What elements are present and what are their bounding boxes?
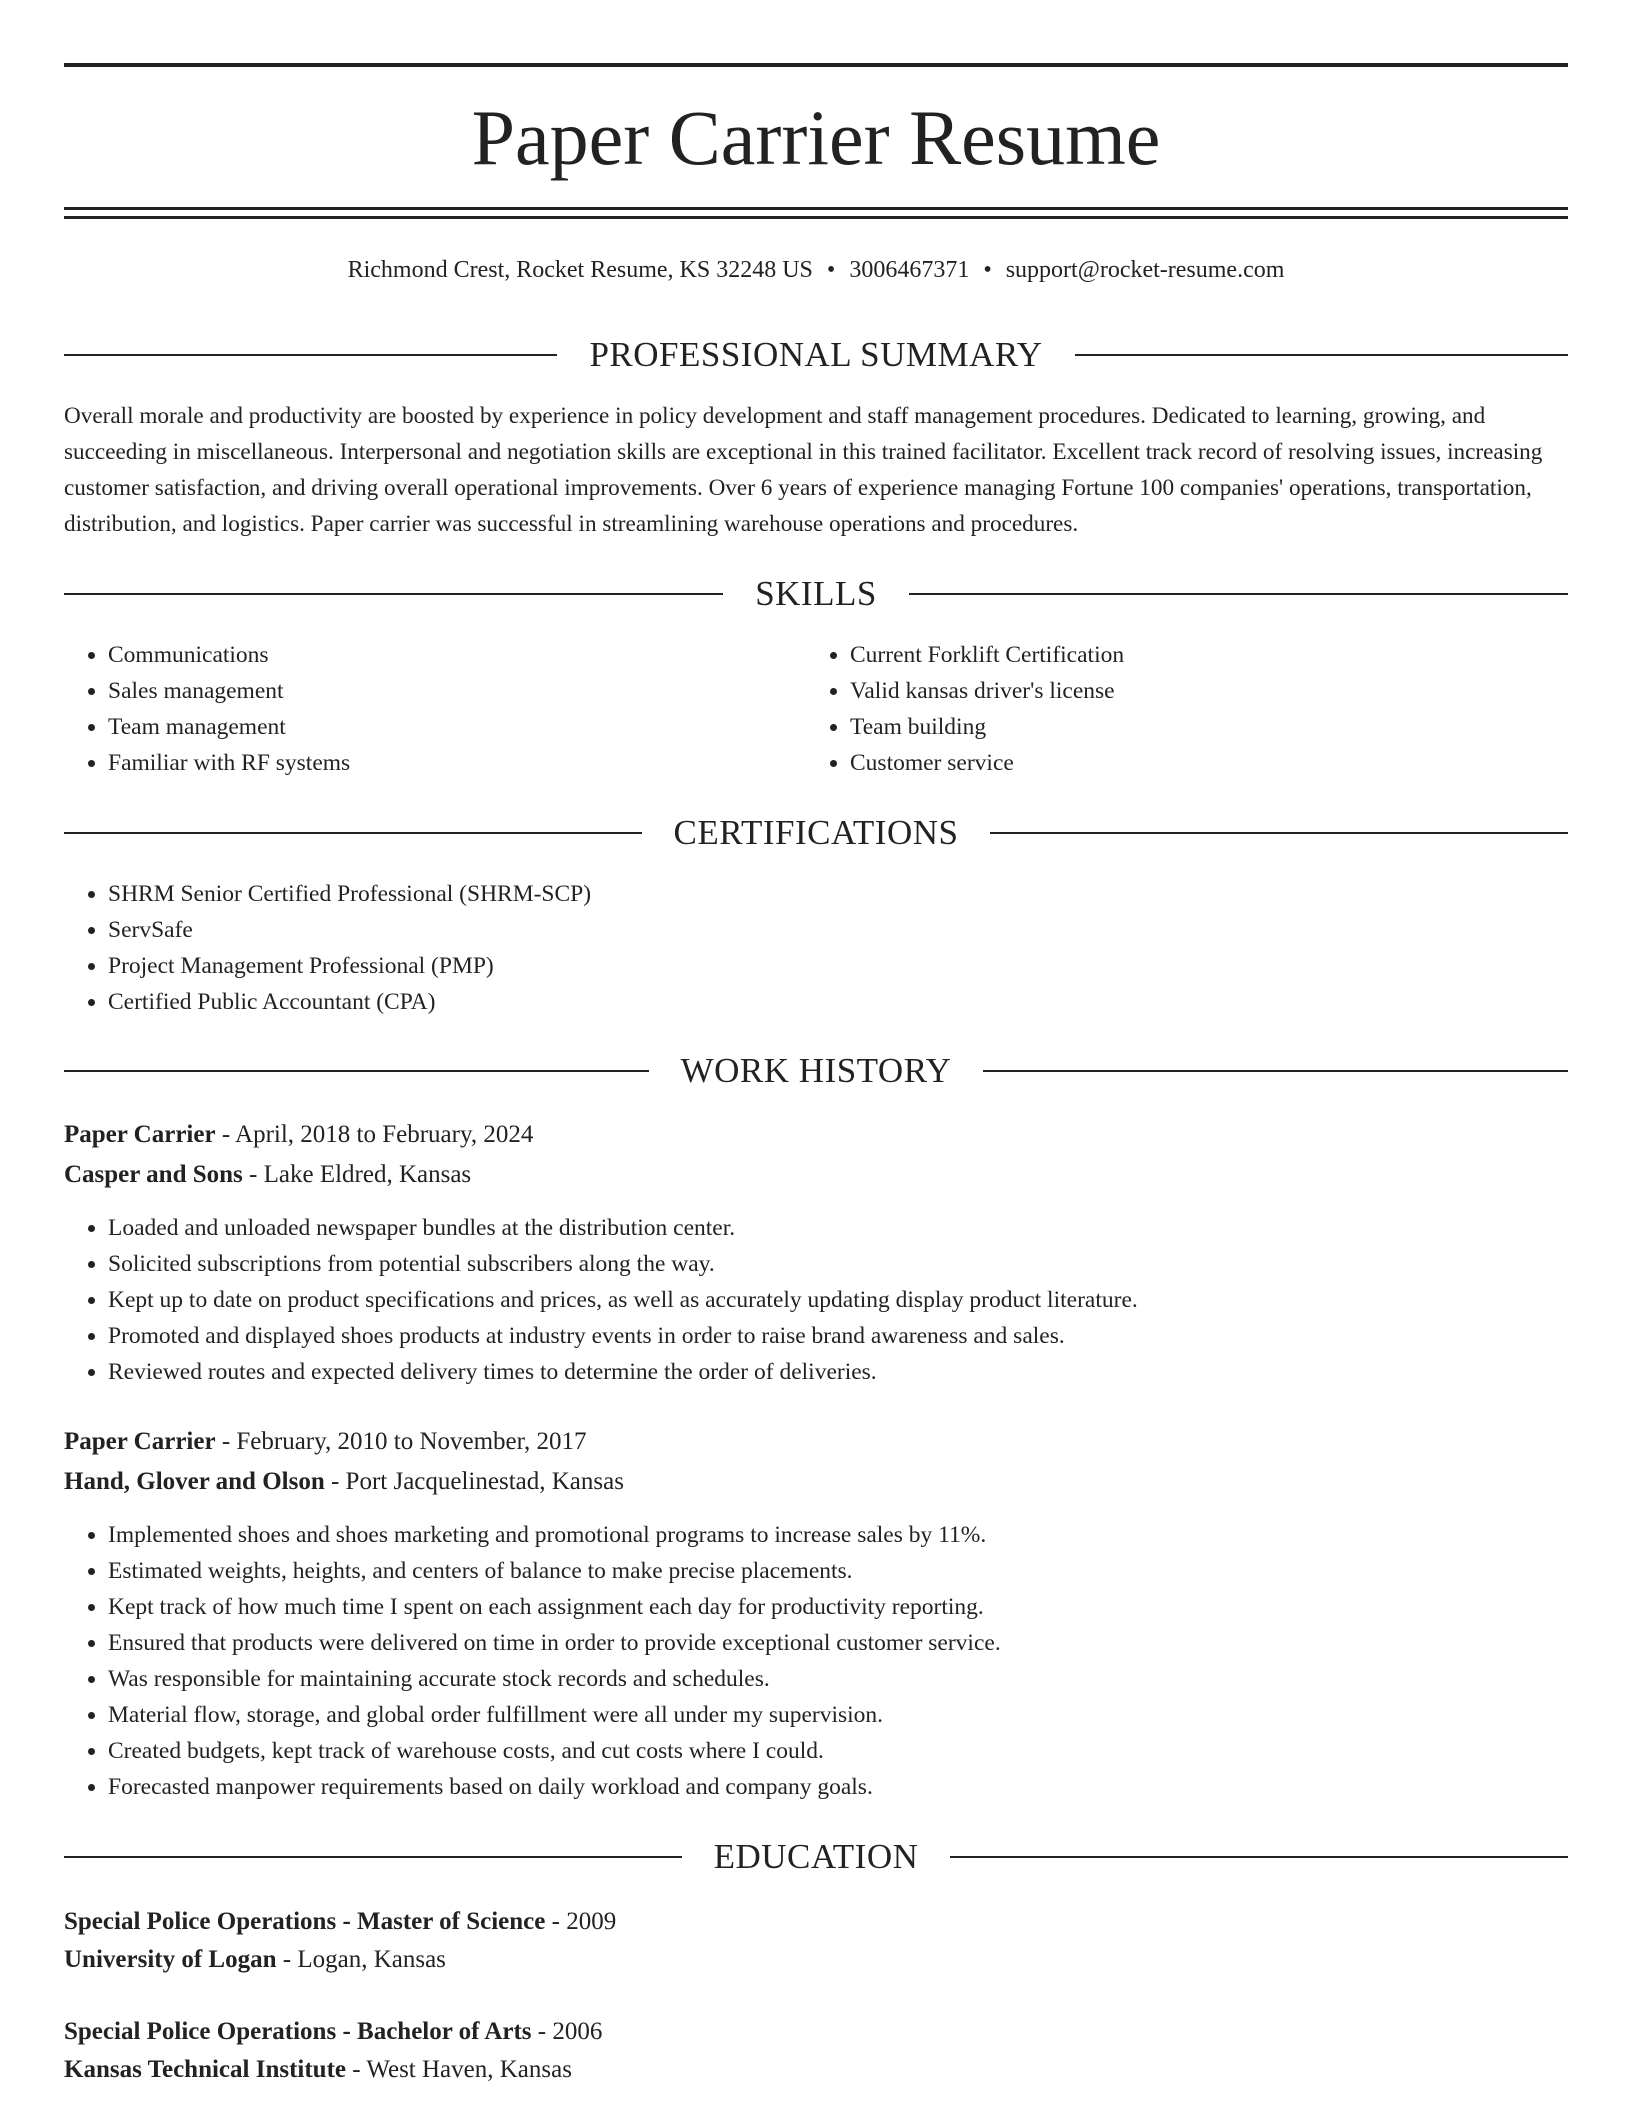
skill-item: • Valid kansas driver's license — [850, 673, 1550, 709]
job-bullet: • Promoted and displayed shoes products at industry events in order to raise brand awareness and sales. — [108, 1318, 1568, 1354]
job-bullet: • Was responsible for maintaining accurate stock records and schedules. — [108, 1661, 1568, 1697]
job-bullet: • Ensured that products were delivered on time in order to provide exceptional customer service. — [108, 1625, 1568, 1661]
job-bullet: • Implemented shoes and shoes marketing and promotional programs to increase sales by 11%. — [108, 1517, 1568, 1553]
heading-rule-left — [64, 1070, 649, 1072]
job-dates: - February, 2010 to November, 2017 — [215, 1428, 587, 1455]
education-location: - West Haven, Kansas — [346, 2056, 572, 2083]
skill-item: • Sales management — [108, 673, 808, 709]
rule-lower — [64, 216, 1568, 219]
job-dates: - April, 2018 to February, 2024 — [215, 1121, 534, 1148]
heading-rule-right — [990, 832, 1568, 834]
top-rule — [64, 63, 1568, 67]
heading-rule-right — [1075, 354, 1568, 356]
job-location: - Port Jacquelinestad, Kansas — [324, 1468, 624, 1495]
resume-title: Paper Carrier Resume — [471, 94, 1161, 181]
skills-heading — [64, 569, 1568, 619]
contact-line — [64, 252, 1568, 288]
certification-item: • Certified Public Accountant (CPA) — [108, 984, 1508, 1020]
title-double-rule — [64, 207, 1568, 219]
job-bullet: • Material flow, storage, and global order fulfillment were all under my supervision. — [108, 1697, 1568, 1733]
education-year: - 2009 — [545, 1908, 617, 1935]
certifications-heading — [64, 808, 1568, 858]
contact-email[interactable]: support@rocket-resume.com — [1005, 257, 1285, 283]
skill-item: • Team management — [108, 709, 808, 745]
work-history-heading — [64, 1046, 1568, 1096]
job-bullet: • Created budgets, kept track of warehouse costs, and cut costs where I could. — [108, 1733, 1568, 1769]
certification-item: • Project Management Professional (PMP) — [108, 948, 1508, 984]
education-degree-line — [64, 1903, 1568, 1941]
certification-item: • SHRM Senior Certified Professional (SHRM-SCP) — [108, 876, 1508, 912]
skill-item: • Familiar with RF systems — [108, 745, 808, 781]
job-title-line — [64, 1116, 1568, 1154]
skill-item: • Communications — [108, 637, 808, 673]
skill-item: • Team building — [850, 709, 1550, 745]
education-degree: Special Police Operations - Bachelor of Arts — [64, 2018, 532, 2045]
skill-item: • Customer service — [850, 745, 1550, 781]
job-company-line — [64, 1156, 1568, 1194]
skills-heading-label: SKILLS — [755, 574, 877, 613]
job-bullet: • Forecasted manpower requirements based on daily workload and company goals. — [108, 1769, 1568, 1805]
skills-list-left — [64, 637, 808, 781]
job-location: - Lake Eldred, Kansas — [242, 1161, 472, 1188]
education-heading — [64, 1832, 1568, 1882]
education-year: - 2006 — [531, 2018, 603, 2045]
job-company: Hand, Glover and Olson — [64, 1468, 325, 1495]
certification-item: • ServSafe — [108, 912, 1508, 948]
education-school-line — [64, 1941, 1568, 1979]
heading-rule-right — [909, 593, 1568, 595]
heading-rule-left — [64, 593, 723, 595]
contact-phone[interactable]: 3006467371 — [849, 257, 970, 283]
certifications-heading-label: CERTIFICATIONS — [673, 813, 959, 852]
job-title: Paper Carrier — [64, 1428, 216, 1455]
job-title-line — [64, 1423, 1568, 1461]
job-bullet: • Loaded and unloaded newspaper bundles at the distribution center. — [108, 1210, 1568, 1246]
job-bullets — [64, 1210, 1568, 1390]
contact-separator: • — [983, 257, 992, 283]
education-school-line — [64, 2051, 1568, 2089]
education-degree-line — [64, 2013, 1568, 2051]
job-bullets — [64, 1517, 1568, 1805]
work-history-heading-label: WORK HISTORY — [680, 1051, 952, 1090]
job-bullet: • Kept up to date on product specifications and prices, as well as accurately updating display product literature. — [108, 1282, 1568, 1318]
job-bullet: • Estimated weights, heights, and centers of balance to make precise placements. — [108, 1553, 1568, 1589]
certifications-list — [64, 876, 1508, 1020]
job-company: Casper and Sons — [64, 1161, 243, 1188]
heading-rule-left — [64, 1856, 682, 1858]
heading-rule-right — [950, 1856, 1568, 1858]
heading-rule-left — [64, 832, 642, 834]
contact-address: Richmond Crest, Rocket Resume, KS 32248 US — [347, 257, 813, 283]
summary-heading — [64, 330, 1568, 380]
education-school: Kansas Technical Institute — [64, 2056, 347, 2083]
heading-rule-right — [983, 1070, 1568, 1072]
summary-text: Overall morale and productivity are boosted by experience in policy development and staff management procedures. Dedicated to learning, growing, and succeeding in miscellaneous. Interpersonal and negotiation skills are exceptional in this trained facilitator. Excellent track record of resolving issues, increasing customer satisfaction, and driving overall operational improvements. Over 6 years of experience managing Fortune 100 companies' operations, transportation, distribution, and logistics. Paper carrier was successful in streamlining warehouse operations and procedures. — [64, 403, 1543, 537]
summary-heading-label: PROFESSIONAL SUMMARY — [589, 335, 1043, 374]
job-title: Paper Carrier — [64, 1121, 216, 1148]
job-company-line — [64, 1463, 1568, 1501]
job-bullet: • Solicited subscriptions from potential subscribers along the way. — [108, 1246, 1568, 1282]
contact-separator: • — [826, 257, 836, 283]
education-school: University of Logan — [64, 1946, 277, 1973]
education-location: - Logan, Kansas — [276, 1946, 446, 1973]
skills-list-right — [806, 637, 1550, 781]
education-degree: Special Police Operations - Master of Science — [64, 1908, 546, 1935]
heading-rule-left — [64, 354, 557, 356]
job-bullet: • Reviewed routes and expected delivery times to determine the order of deliveries. — [108, 1354, 1568, 1390]
education-heading-label: EDUCATION — [713, 1837, 919, 1876]
job-bullet: • Kept track of how much time I spent on each assignment each day for productivity reporting. — [108, 1589, 1568, 1625]
rule-upper — [64, 207, 1568, 210]
skill-item: • Current Forklift Certification — [850, 637, 1550, 673]
